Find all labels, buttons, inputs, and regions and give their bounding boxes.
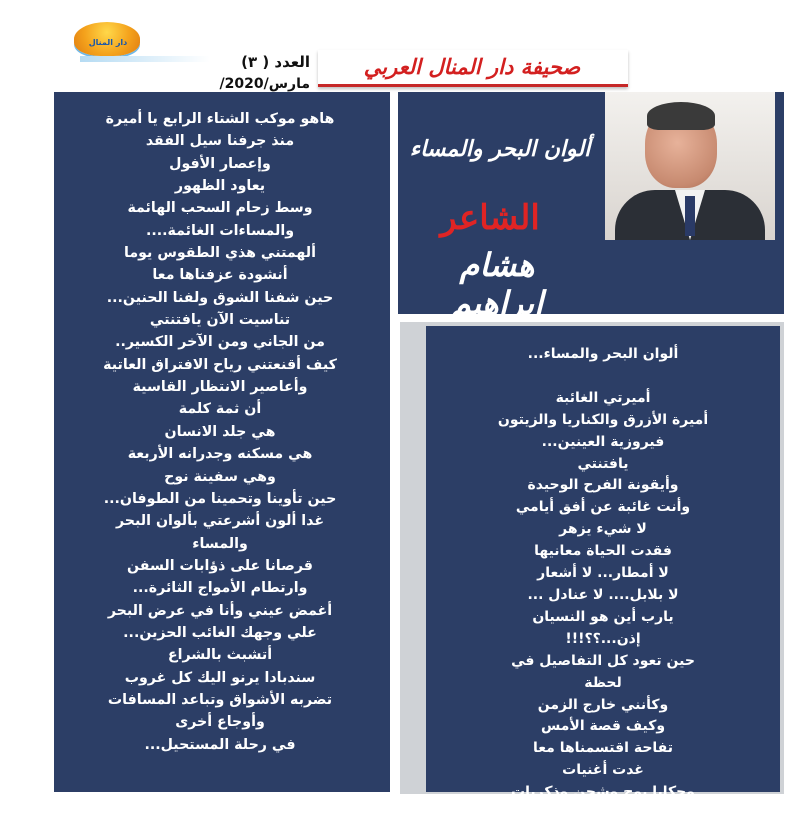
poem-line: حين تعود كل التفاصيل في (511, 652, 695, 669)
poem-line: وأنت غائبة عن أفق أيامي (515, 499, 691, 516)
issue-date: مارس/2020/ (219, 76, 310, 92)
poem-line: لا بلابل.... لا عنادل ... (527, 586, 679, 603)
poem-line: وسط زحام السحب الهائمة (127, 200, 313, 217)
poem-line: سندبادا يرنو اليك كل غروب (124, 669, 316, 686)
issue-number: العدد ( ٣) (241, 53, 310, 71)
poem-line: وإعصار الأفول (169, 155, 271, 172)
logo-text: دار المنال (88, 38, 128, 47)
poet-photo (605, 92, 775, 240)
poem-line: تفاحة اقتسمناها معا (533, 740, 673, 757)
poem-line: وهي سفينة نوح (164, 468, 276, 485)
poem-line: يعاود الظهور (174, 178, 266, 195)
poem-line: وكأنني خارج الزمن (537, 696, 669, 713)
poem-line: لحظة (584, 674, 622, 691)
poem-line: وارتطام الأمواج الثائرة... (132, 580, 308, 597)
poem-line: حين تأوينا وتحمينا من الطوفان... (103, 490, 337, 507)
poem-line: وحكايا بوح وشجن وذكريات (511, 784, 695, 801)
poem-line: لا شيء يزهر (559, 521, 647, 538)
poem-line: وأيقونة الفرح الوحيدة (527, 477, 679, 494)
poem-line: لا أمطار... لا أشعار (537, 565, 669, 582)
photo-hair (647, 102, 715, 130)
poem-line: هاهو موكب الشتاء الرابع يا أميرة (105, 111, 335, 127)
poem-line: تضربه الأشواق وتباعد المسافات (107, 691, 333, 708)
poem-line (430, 366, 776, 388)
poem-line: غدا ألون أشرعتي بألوان البحر (115, 513, 325, 530)
poem-title: ألوان البحر والمساء (409, 136, 591, 162)
poem-line: في رحلة المستحيل... (144, 736, 296, 753)
poem-line: أتشبث بالشراع (167, 647, 273, 664)
poem-line: يافتنتي (577, 455, 629, 472)
poem-line: هي جلد الانسان (164, 423, 276, 440)
poem-line: حين شفنا الشوق ولفنا الحنين... (106, 289, 334, 306)
poem-line: أميرتي الغائبة (555, 389, 651, 406)
poem-line: فيروزية العينين... (541, 433, 665, 450)
poem-line: أنشودة عزفناها معا (152, 267, 288, 284)
masthead-title: صحيفة دار المنال العربي (363, 54, 581, 79)
poet-name: هشام إبراهيم (450, 246, 544, 322)
left-poem-text (72, 108, 368, 756)
poem-line: وكيف قصة الأمس (540, 718, 666, 735)
poem-line: يرويها العشاق... (546, 806, 660, 823)
poem-line: كيف أقنعتني رياح الافتراق العاتية (103, 356, 337, 373)
poem-line: قرصانا على ذؤابات السفن (127, 557, 313, 574)
poem-line: ألوان البحر والمساء... (527, 346, 679, 362)
poem-line: أن ثمة كلمة (178, 401, 262, 418)
right-poem-text (430, 344, 776, 826)
photo-tie (685, 196, 695, 236)
poem-line: تناسيت الآن يافتنتي (149, 312, 291, 329)
poet-label: الشاعر (440, 198, 540, 238)
poem-line: ألهمتني هذي الطقوس يوما (124, 245, 316, 262)
poem-line: من الجاني ومن الآخر الكسير.. (115, 334, 325, 351)
poem-line: فقدت الحياة معانيها (534, 543, 672, 560)
poem-line: وأوجاع أخرى (175, 714, 265, 731)
poem-line: منذ جرفنا سيل الفقد (145, 133, 295, 150)
poem-line: هي مسكنه وجدرانه الأربعة (127, 446, 313, 463)
poem-line: يارب أين هو النسيان (532, 608, 674, 625)
poem-line: أغمض عيني وأنا في عرض البحر (107, 602, 333, 619)
poem-line: والمساء (192, 535, 248, 552)
poem-line: علي وجهك الغائب الحزين... (123, 624, 317, 641)
poem-line: إذن...؟؟!!! (565, 630, 641, 647)
poem-line: أميرة الأزرق والكناريا والزيتون (497, 411, 709, 428)
poem-line: وأعاصير الانتظار القاسية (132, 379, 308, 396)
poem-line: غدت أغنيات (562, 762, 644, 779)
poem-line: والمساءات الغائمة.... (145, 222, 295, 239)
